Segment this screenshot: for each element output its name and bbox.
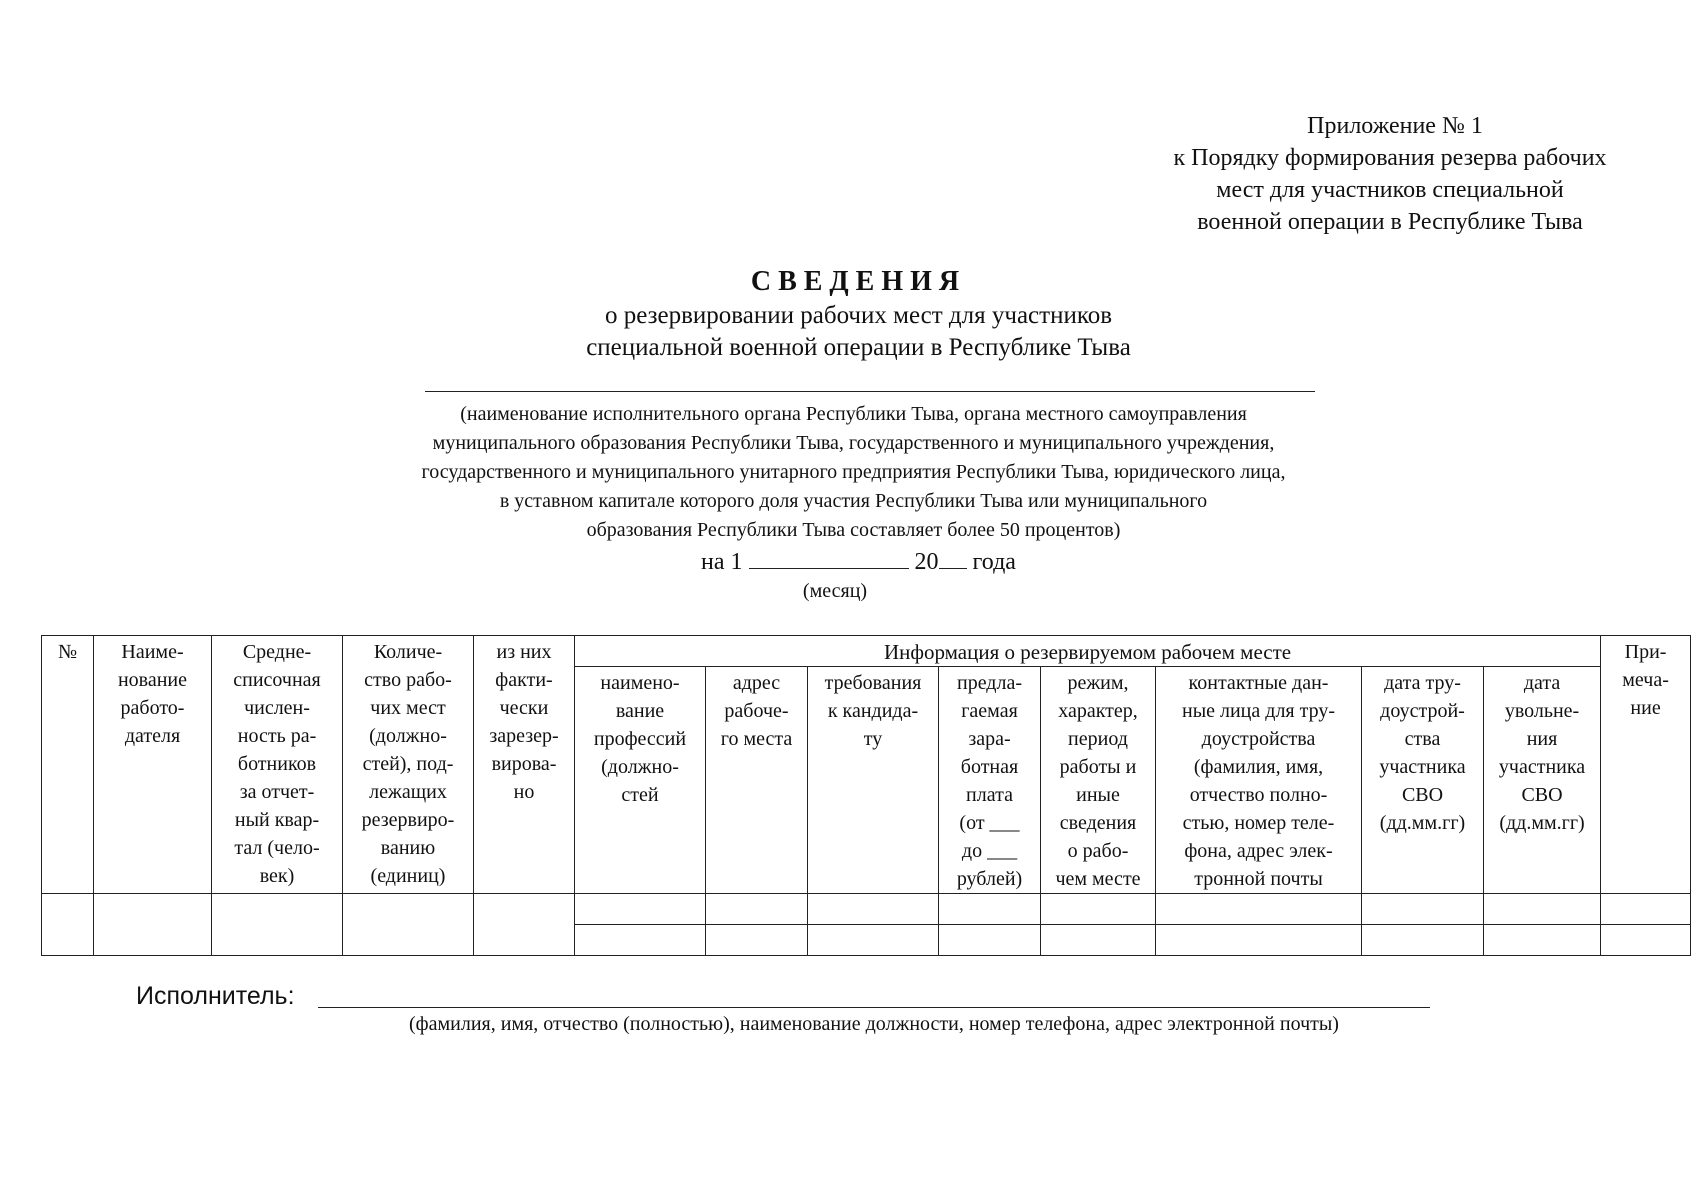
table-cell[interactable] [808,894,939,925]
table-cell[interactable] [1601,894,1691,925]
org-caption-line-2: муниципального образования Республики Тыва, государственного и муниципального учреждения, [432,432,1275,454]
org-caption-line-4: в уставном капитале которого доля участия Республики Тыва или муниципального [499,490,1208,512]
table-cell[interactable] [575,894,706,925]
header-contact: контактные дан- ные лица для тру- доустройства (фамилия, имя, отчество полно- стью, номер теле- фона, адрес элек- тронной почты [1156,667,1362,894]
header-requirements: требования к кандида- ту [808,667,939,894]
table-cell[interactable] [1362,894,1484,925]
table-cell[interactable] [212,894,343,956]
month-caption: (месяц) [802,580,868,602]
table-cell[interactable] [1156,925,1362,956]
header-headcount: Средне- списочная числен- ность ра- ботников за отчет- ный квар- тал (чело- век) [212,636,343,894]
header-profession: наимено- вание профессий (должно- стей [575,667,706,894]
subtitle-line-1: о резервировании рабочих мест для участников [604,302,1113,329]
org-caption-line-3: государственного и муниципального унитарного предприятия Республики Тыва, юридического лица, [421,461,1286,483]
table-cell[interactable] [706,925,808,956]
month-field[interactable] [749,548,909,569]
header-salary: предла- гаемая зара- ботная плата (от ___ до ___ рублей) [939,667,1041,894]
executor-field[interactable] [318,1007,1430,1008]
table-cell[interactable] [575,925,706,956]
reservation-table [41,635,1691,956]
table-cell[interactable] [1484,894,1601,925]
document-title: СВЕДЕНИЯ [750,266,967,297]
executor-label: Исполнитель: [136,982,295,1010]
header-dismiss-date: дата увольне- ния участника СВО (дд.мм.гг) [1484,667,1601,894]
subtitle-line-2: специальной военной операции в Республике Тыва [586,334,1131,361]
year-field[interactable] [939,548,967,569]
appendix-line-3: мест для участников специальной [1216,177,1564,203]
table-cell[interactable] [1156,894,1362,925]
appendix-line-4: военной операции в Республике Тыва [1197,209,1583,235]
date-suffix: года [972,549,1016,575]
table-cell[interactable] [42,894,94,956]
table-cell[interactable] [1041,894,1156,925]
header-number: № [42,636,94,894]
header-jobs-count: Количе- ство рабо- чих мест (должно- стей), под- лежащих резервиро- ванию (единиц) [343,636,474,894]
table-cell[interactable] [1362,925,1484,956]
organization-caption [0,400,1697,545]
header-hire-date: дата тру- доустрой- ства участника СВО (дд.мм.гг) [1362,667,1484,894]
table-cell[interactable] [1041,925,1156,956]
table-cell[interactable] [1601,925,1691,956]
header-note: При- меча- ние [1601,636,1691,894]
appendix-line-2: к Порядку формирования резерва рабочих [1173,145,1607,171]
document-subtitle [0,300,1697,364]
organization-name-field[interactable] [425,391,1315,392]
header-work-mode: режим, характер, период работы и иные сведения о рабо- чем месте [1041,667,1156,894]
appendix-line-1: Приложение № 1 [1307,113,1483,139]
table-cell[interactable] [94,894,212,956]
appendix-header [1150,110,1630,238]
header-workplace-info: Информация о резервируемом рабочем месте [575,636,1601,667]
org-caption-line-5: образования Республики Тыва составляет более 50 процентов) [586,519,1121,541]
table-cell[interactable] [808,925,939,956]
header-employer: Наиме- нование работо- дателя [94,636,212,894]
table-cell[interactable] [939,894,1041,925]
table-cell[interactable] [474,894,575,956]
year-prefix: 20 [914,549,939,575]
date-prefix: на 1 [701,549,743,575]
table-cell[interactable] [706,894,808,925]
header-address: адрес рабоче- го места [706,667,808,894]
table-row [42,894,1691,925]
header-reserved: из них факти- чески зарезер- вирова- но [474,636,575,894]
executor-caption: (фамилия, имя, отчество (полностью), наименование должности, номер телефона, адрес электронной почты) [409,1013,1339,1035]
org-caption-line-1: (наименование исполнительного органа Республики Тыва, органа местного самоуправления [460,403,1247,425]
table-cell[interactable] [1484,925,1601,956]
table-cell[interactable] [939,925,1041,956]
report-date-line [0,548,1697,576]
table-cell[interactable] [343,894,474,956]
